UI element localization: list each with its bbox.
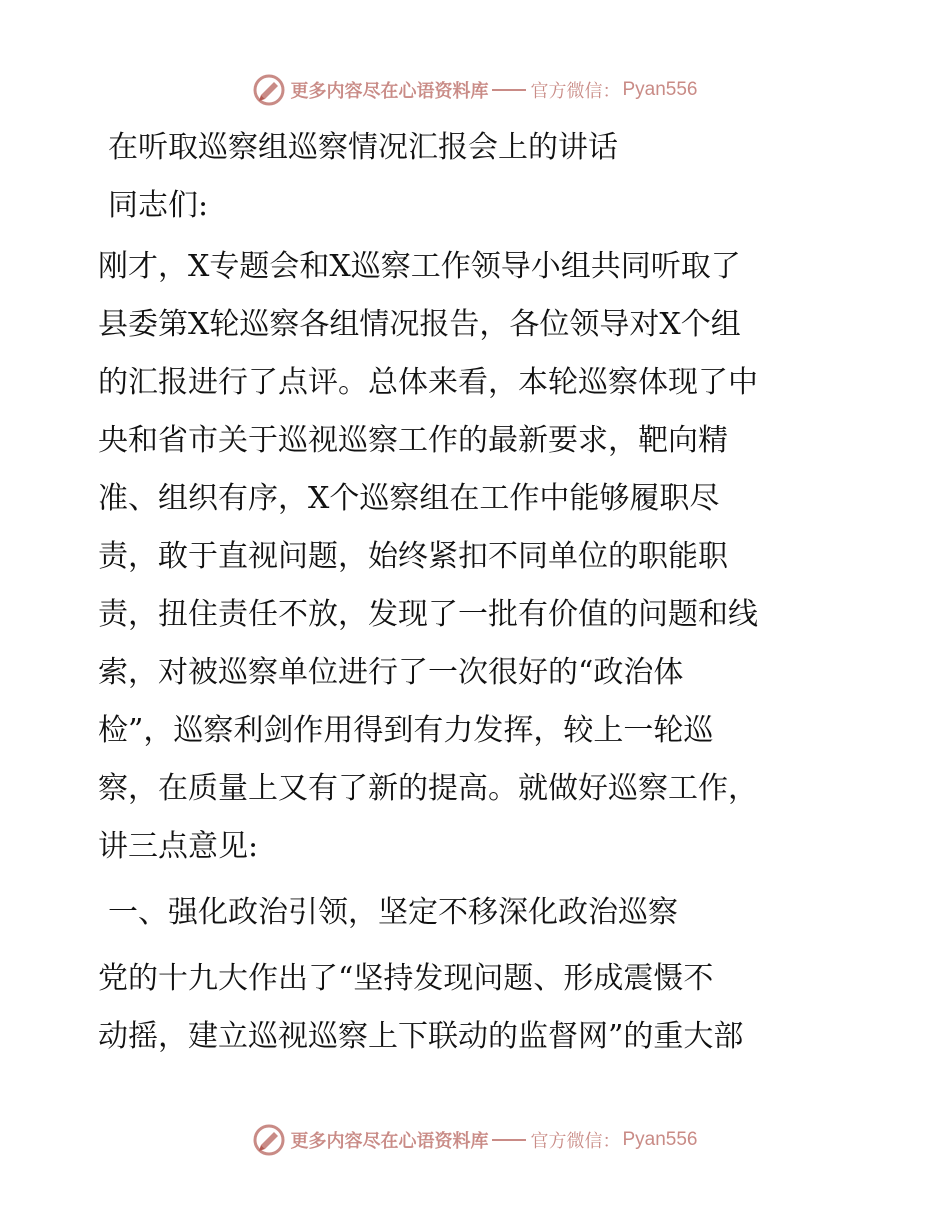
paragraph-line: 县委第X轮巡察各组情况报告，各位领导对X个组: [98, 307, 741, 342]
document-salutation: 同志们:: [108, 188, 209, 223]
document-content: [98, 124, 858, 1066]
paragraph-line: 察，在质量上又有了新的提高。就做好巡察工作，: [98, 771, 758, 806]
paragraph-line: 检”，巡察利剑作用得到有力发挥，较上一轮巡: [98, 713, 714, 748]
paragraph-line: 的汇报进行了点评。总体来看，本轮巡察体现了中: [98, 365, 758, 400]
paragraph-line: 刚才，X专题会和X巡察工作领导小组共同听取了: [98, 249, 741, 284]
paragraph-line: 党的十九大作出了“坚持发现问题、形成震慑不: [98, 961, 714, 996]
paragraph-intro: [98, 238, 858, 876]
section-heading-1: 一、强化政治引领，坚定不移深化政治巡察: [108, 895, 678, 930]
document-title: 在听取巡察组巡察情况汇报会上的讲话: [108, 130, 618, 165]
header-watermark-banner: [0, 70, 950, 110]
footer-brand-text: 更多内容尽在心语资料库: [290, 1131, 489, 1152]
paragraph-section1: [98, 950, 858, 1066]
paragraph-line: 索，对被巡察单位进行了一次很好的“政治体: [98, 655, 684, 690]
header-wechat-id: Pyan556: [622, 79, 698, 100]
paragraph-line: 讲三点意见:: [98, 829, 259, 864]
paragraph-line: 准、组织有序，X个巡察组在工作中能够履职尽: [98, 481, 720, 516]
header-official-label: 官方微信：: [530, 81, 621, 102]
paragraph-line: 责，敢于直视问题，始终紧扣不同单位的职能职: [98, 539, 728, 574]
footer-dash-divider: [492, 1139, 526, 1141]
footer-watermark-banner: [0, 1120, 950, 1160]
brand-logo-icon: [252, 73, 286, 107]
paragraph-line: 动摇，建立巡视巡察上下联动的监督网”的重大部: [98, 1019, 744, 1054]
footer-wechat-id: Pyan556: [622, 1129, 698, 1150]
paragraph-line: 央和省市关于巡视巡察工作的最新要求，靶向精: [98, 423, 728, 458]
paragraph-line: 责，扭住责任不放，发现了一批有价值的问题和线: [98, 597, 758, 632]
header-dash-divider: [492, 89, 526, 91]
brand-logo-icon: [252, 1123, 286, 1157]
header-brand-text: 更多内容尽在心语资料库: [290, 81, 489, 102]
footer-official-label: 官方微信：: [530, 1131, 621, 1152]
